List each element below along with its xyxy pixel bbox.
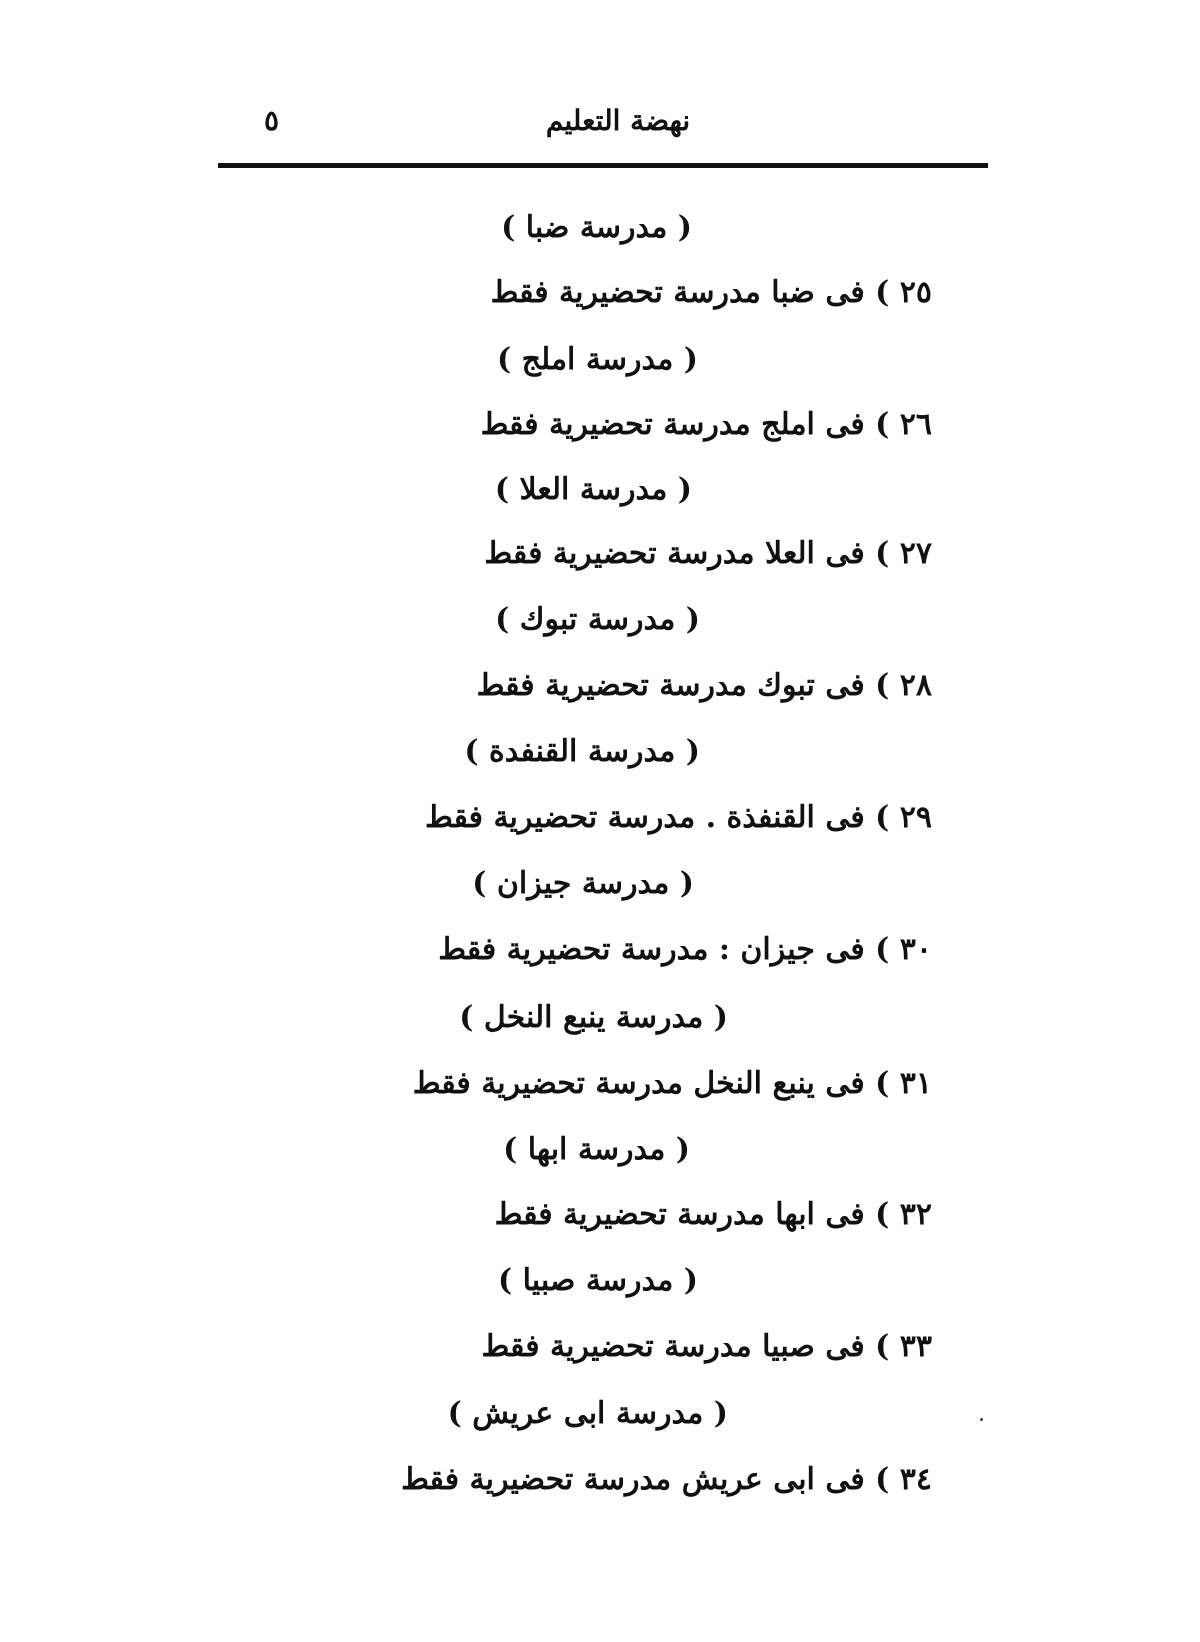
school-entry: ٣٠ ) فى جيزان : مدرسة تحضيرية فقط [438, 932, 932, 967]
page-header [218, 100, 988, 160]
header-rule [218, 163, 988, 168]
school-entry: ٣٢ ) فى ابها مدرسة تحضيرية فقط [494, 1197, 932, 1232]
school-heading: ( مدرسة العلا ) [494, 472, 692, 507]
school-entry: ٣٤ ) فى ابى عريش مدرسة تحضيرية فقط [401, 1462, 932, 1497]
school-heading: ( مدرسة ينبع النخل ) [459, 1000, 728, 1035]
school-entry: ٣١ ) فى ينبع النخل مدرسة تحضيرية فقط [412, 1066, 932, 1101]
school-heading: ( مدرسة املج ) [497, 342, 698, 377]
school-entry: ٢٦ ) فى املج مدرسة تحضيرية فقط [480, 407, 932, 442]
school-heading: ( مدرسة جيزان ) [472, 866, 694, 901]
school-heading: ( مدرسة القنفدة ) [464, 734, 700, 769]
school-entry: ٢٧ ) فى العلا مدرسة تحضيرية فقط [484, 536, 932, 571]
school-entry: ٢٨ ) فى تبوك مدرسة تحضيرية فقط [476, 668, 932, 703]
school-heading: ( مدرسة ابى عريش ) [447, 1396, 728, 1431]
page-number: ٥ [264, 104, 280, 137]
school-entry: ٢٩ ) فى القنفذة . مدرسة تحضيرية فقط [425, 800, 932, 835]
print-speck [980, 1418, 983, 1421]
school-entry: ٢٥ ) فى ضبا مدرسة تحضيرية فقط [490, 275, 932, 310]
school-heading: ( مدرسة ابها ) [503, 1132, 690, 1167]
school-heading: ( مدرسة تبوك ) [495, 602, 700, 637]
school-heading: ( مدرسة ضبا ) [501, 210, 692, 245]
running-title: نهضة التعليم [545, 104, 691, 137]
school-entry: ٣٣ ) فى صبيا مدرسة تحضيرية فقط [481, 1329, 932, 1364]
school-heading: ( مدرسة صبيا ) [498, 1263, 698, 1298]
